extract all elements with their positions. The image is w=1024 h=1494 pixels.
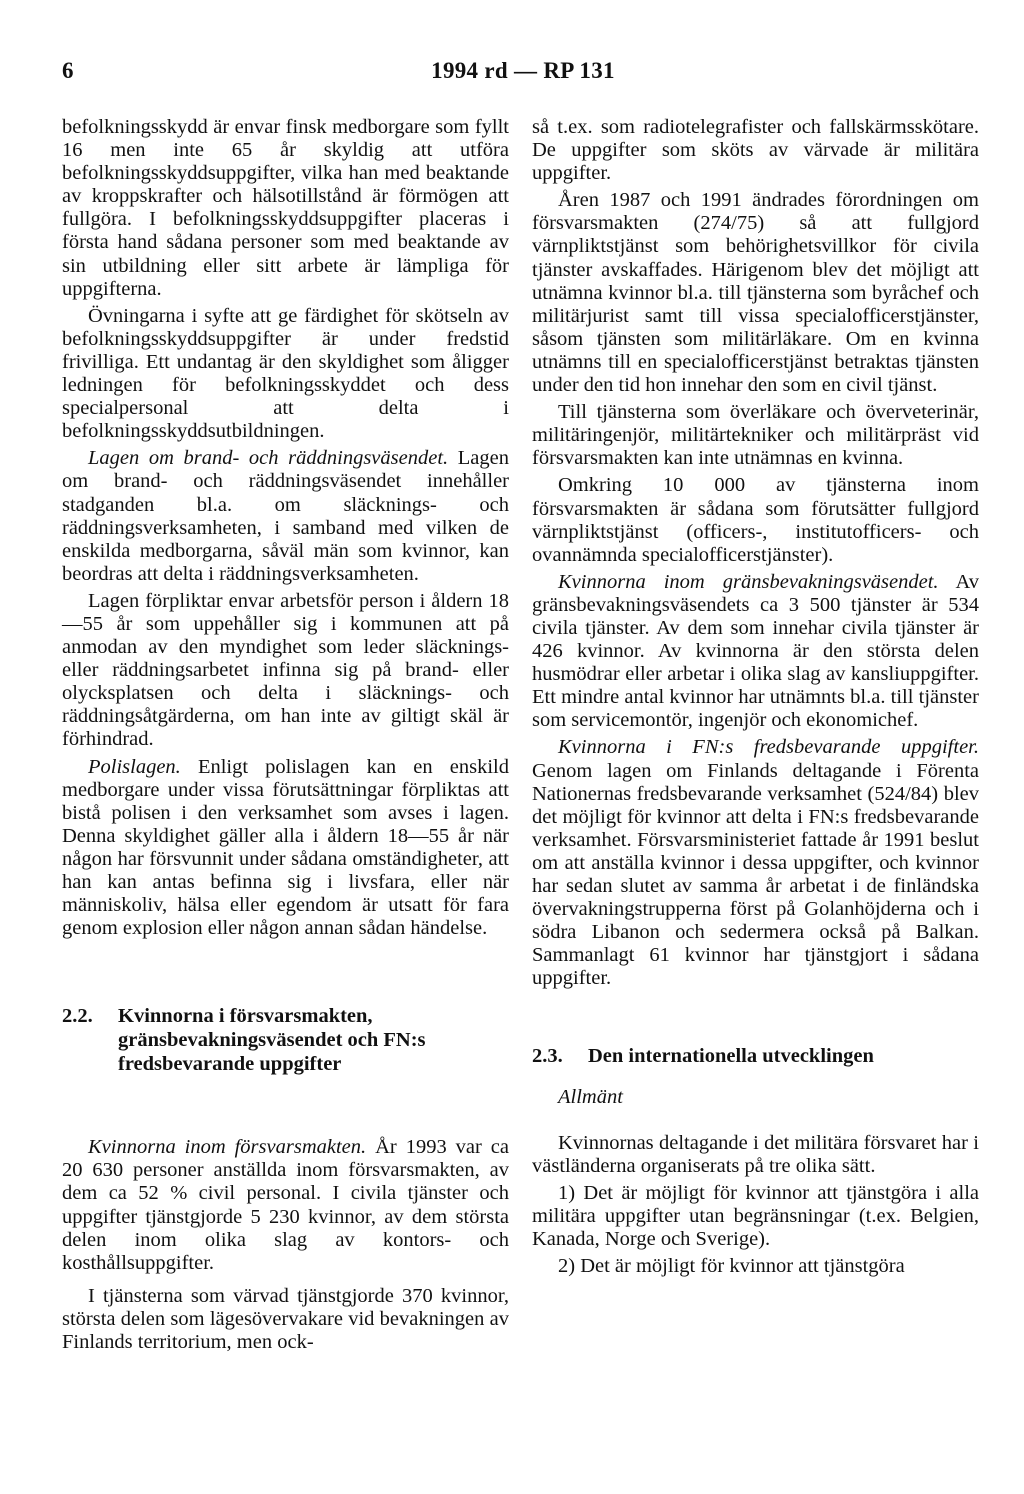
paragraph: så t.ex. som radiotelegrafister och fallskärmsskötare. De uppgifter som sköts av värvade är militära uppgifter.	[532, 116, 979, 185]
paragraph	[62, 1136, 509, 1275]
section-number: 2.2.	[62, 1005, 93, 1028]
page-number: 6	[62, 58, 74, 83]
paragraph	[62, 756, 509, 941]
subheading: Allmänt	[558, 1086, 623, 1109]
paragraph-lead-title: Polislagen.	[88, 755, 181, 778]
paragraph	[532, 736, 979, 990]
section-title: Kvinnorna i försvarsmakten, gränsbevakningsväsendet och FN:s fredsbevarande uppgifter	[118, 1005, 426, 1076]
paragraph-text: Lagen om brand- och räddningsväsendet innehåller stadganden bl.a. om släcknings- och räddningsverksamheten, i samband med vilken de enskilda medborgarna, såväl män som kvinnor, kan beordras att delta i räddningsverksamheten.	[62, 447, 509, 585]
paragraph: befolkningsskydd är envar finsk medborgare som fyllt 16 men inte 65 år skyldig att utföra befolkningsskyddsuppgifter, vilka han med beaktande av kroppskrafter och hälsotillstånd är förmögen att fullgöra. I befolkningsskyddsuppgifter placeras i första hand sådana personer som med beaktande av sin utbildning eller sitt arbete är lämpliga för uppgifterna.	[62, 116, 509, 300]
paragraph: Övningarna i syfte att ge färdighet för skötseln av befolkningsskyddsuppgifter är under fredstid frivilliga. Ett undantag är den skyldighet som åligger ledningen för befolkningsskyddet och dess specialpersonal att delta i befolkningsskyddsutbildningen.	[62, 304, 509, 443]
paragraph: I tjänsterna som värvad tjänstgjorde 370 kvinnor, största delen som lägesövervakare vid bevakningen av Finlands territorium, men ock-	[62, 1284, 509, 1354]
paragraph-text: År 1993 var ca 20 630 personer anställda inom försvarsmakten, av dem ca 52 % civil personal. I civila tjänster och uppgifter tjänstgjorde 5 230 kvinnor, av dem största delen inom olika slag av kontors- och kosthållsuppgifter.	[62, 1136, 509, 1274]
right-column	[532, 116, 979, 1282]
paragraph-lead-title: Kvinnorna i FN:s fredsbevarande uppgifter.	[558, 736, 979, 759]
paragraph: 1) Det är möjligt för kvinnor att tjänstgöra i alla militära uppgifter utan begränsningar (t.ex. Belgien, Kanada, Norge och Sverige).	[532, 1181, 979, 1250]
paragraph: Lagen förpliktar envar arbetsför person i åldern 18—55 år som uppehåller sig i kommunen att på anmodan av den myndighet som leder släcknings- eller räddningsarbetet infinna sig på brand- eller olycksplatsen och delta i släcknings- och räddningsåtgärderna, om han inte av giltigt skäl är förhindrad.	[62, 589, 509, 751]
paragraph: Åren 1987 och 1991 ändrades förordningen om försvarsmakten (274/75) så att fullgjord värnpliktstjänst som behörighetsvillkor för civila tjänster avskaffades. Härigenom blev det möjligt att utnämna kvinnor bl.a. till tjänsterna som byråchef och militärjurist samt till vissa specialofficerstjänster, såsom tjänsten som militärläkare. Om en kvinna utnämns till en specialofficerstjänst betraktas tjänsten under den tid hon innehar den som en civil tjänst.	[532, 189, 979, 397]
paragraph	[532, 571, 979, 733]
paragraph: Omkring 10 000 av tjänsterna inom försvarsmakten är sådana som förutsätter fullgjord värnpliktstjänst (officers-, institutofficers- och ovannämnda specialofficerstjänster).	[532, 474, 979, 566]
page-header	[62, 58, 984, 92]
paragraph: 2) Det är möjligt för kvinnor att tjänstgöra	[558, 1255, 905, 1278]
paragraph: Till tjänsterna som överläkare och överveterinär, militäringenjör, militärtekniker och militärpräst vid försvarsmakten kan inte utnämnas en kvinna.	[532, 401, 979, 470]
paragraph: Kvinnornas deltagande i det militära försvaret har i västländerna organiserats på tre olika sätt.	[532, 1131, 979, 1177]
section-title: Den internationella utvecklingen	[588, 1045, 874, 1068]
section-heading	[62, 1004, 509, 1076]
paragraph-text: Av gränsbevakningsväsendets ca 3 500 tjänster är 534 civila tjänster. Av dem som innehar civila tjänster är 426 kvinnor. Av kvinnorna är den största delen husmödrar eller arbetar i olika slag av kansliuppgifter. Ett mindre antal kvinnor har utnämnts bl.a. till tjänster som servicemontör, ingenjör och ekonomichef.	[532, 570, 980, 732]
paragraph	[62, 447, 509, 586]
section-number: 2.3.	[532, 1045, 563, 1068]
paragraph-lead-title: Kvinnorna inom gränsbevakningsväsendet.	[558, 570, 939, 593]
paragraph-lead-title: Kvinnorna inom försvarsmakten.	[88, 1136, 367, 1159]
paragraph-lead-title: Lagen om brand- och räddningsväsendet.	[88, 447, 449, 470]
running-title: 1994 rd — RP 131	[431, 58, 615, 83]
paragraph-text: Enligt polislagen kan en enskild medborgare under vissa förutsättningar förpliktas att bistå polisen i den verksamhet som avses i lagen. Denna skyldighet gäller alla i åldern 18—55 år när någon har försvunnit under sådana omständigheter, att han kan antas befinna sig i livsfara, eller när människoliv, hälsa eller egendom är utsatt för fara genom explosion eller någon annan sådan händelse.	[62, 755, 509, 940]
left-column	[62, 116, 509, 1358]
section-heading	[532, 1044, 979, 1068]
paragraph-text: Genom lagen om Finlands deltagande i Förenta Nationernas fredsbevarande verksamhet (524/84) blev det möjligt för kvinnor att delta i FN:s fredsbevarande verksamhet. Försvarsministeriet fattade år 1991 beslut om att anställa kvinnor i dessa uppgifter, och kvinnor har sedan slutet av samma år arbetat i de finländska övervakningstrupperna först på Golanhöjderna och i södra Libanon och sedermera också på Balkan. Sammanlagt 61 kvinnor har tjänstgjort i sådana uppgifter.	[532, 759, 979, 990]
